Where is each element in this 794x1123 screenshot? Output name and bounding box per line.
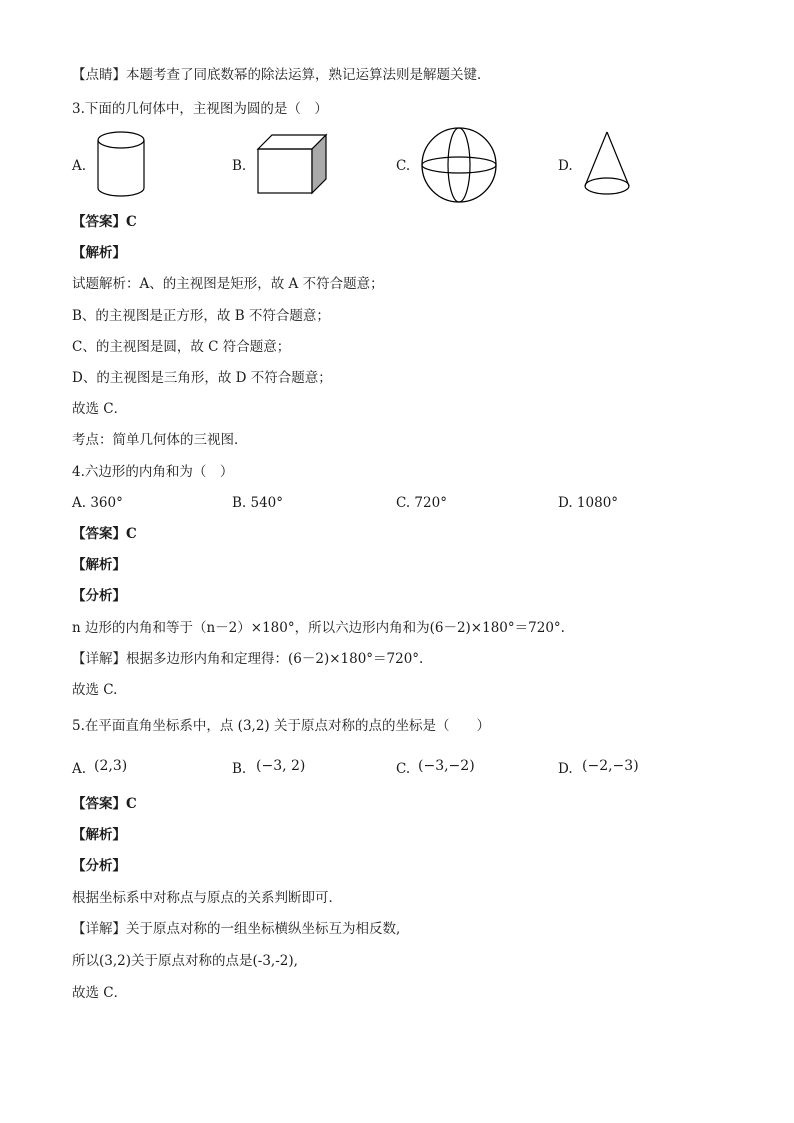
q5-explanation-2: 【详解】关于原点对称的一组坐标横纵坐标互为相反数, — [72, 921, 401, 937]
q4-explanation-1: n 边形的内角和等于（n－2）×180°，所以六边形内角和为(6－2)×180°＝720°. — [72, 620, 565, 636]
cylinder-figure — [96, 130, 148, 200]
q3-option-c-label: C. — [396, 158, 411, 174]
q3-explanation-3: C、的主视图是圆，故 C 符合题意； — [72, 339, 291, 355]
q4-option-d: D. 1080° — [558, 495, 619, 511]
q5-option-b-value: (−3, 2) — [256, 758, 306, 774]
q5-answer: 【答案】C — [72, 796, 137, 812]
q3-explanation-5: 故选 C． — [72, 401, 128, 417]
cone-figure — [582, 130, 632, 200]
q4-fenxi-heading: 【分析】 — [72, 588, 126, 604]
q3-answer: 【答案】C — [72, 214, 137, 230]
q4-explanation-3: 故选 C. — [72, 682, 118, 698]
q4-option-c: C. 720° — [396, 495, 447, 511]
q3-explanation-4: D、的主视图是三角形，故 D 不符合题意； — [72, 370, 332, 386]
q5-option-d-value: (−2,−3) — [582, 758, 639, 774]
question-5: 5.在平面直角坐标系中，点 (3,2) 关于原点对称的点的坐标是（ ） — [72, 718, 490, 734]
q5-explanation-4: 故选 C． — [72, 985, 128, 1001]
q5-option-c-value: (−3,−2) — [418, 758, 475, 774]
q3-jiexi-heading: 【解析】 — [72, 245, 126, 261]
q5-explanation-3: 所以(3,2)关于原点对称的点是(-3,-2), — [72, 953, 298, 969]
q5-option-c-label: C. — [396, 761, 411, 777]
dianjing-line: 【点睛】本题考查了同底数幂的除法运算，熟记运算法则是解题关键． — [72, 67, 491, 83]
q5-explanation-1: 根据坐标系中对称点与原点的关系判断即可． — [72, 890, 342, 906]
q3-explanation-2: B、的主视图是正方形，故 B 不符合题意； — [72, 308, 330, 324]
q3-explanation-1: 试题解析：A、的主视图是矩形，故 A 不符合题意； — [72, 276, 384, 292]
q3-option-b-label: B. — [232, 158, 247, 174]
q4-answer: 【答案】C — [72, 526, 137, 542]
q4-option-b: B. 540° — [232, 495, 284, 511]
q5-option-d-label: D. — [558, 761, 573, 777]
sphere-figure — [420, 126, 498, 204]
cuboid-figure — [256, 133, 328, 197]
q4-jiexi-heading: 【解析】 — [72, 557, 126, 573]
question-4: 4.六边形的内角和为（ ） — [72, 464, 234, 480]
q3-option-d-label: D. — [558, 158, 573, 174]
q5-option-a-label: A. — [72, 761, 87, 777]
q4-explanation-2: 【详解】根据多边形内角和定理得：(6－2)×180°＝720°. — [72, 651, 424, 667]
q5-fenxi-heading: 【分析】 — [72, 858, 126, 874]
q3-option-a-label: A. — [72, 158, 87, 174]
q5-option-b-label: B. — [232, 761, 247, 777]
q4-option-a: A. 360° — [72, 495, 123, 511]
q5-option-a-value: (2,3) — [94, 758, 128, 774]
q3-explanation-6: 考点：简单几何体的三视图． — [72, 432, 248, 448]
q5-jiexi-heading: 【解析】 — [72, 827, 126, 843]
question-3: 3.下面的几何体中，主视图为圆的是（ ） — [72, 101, 328, 117]
